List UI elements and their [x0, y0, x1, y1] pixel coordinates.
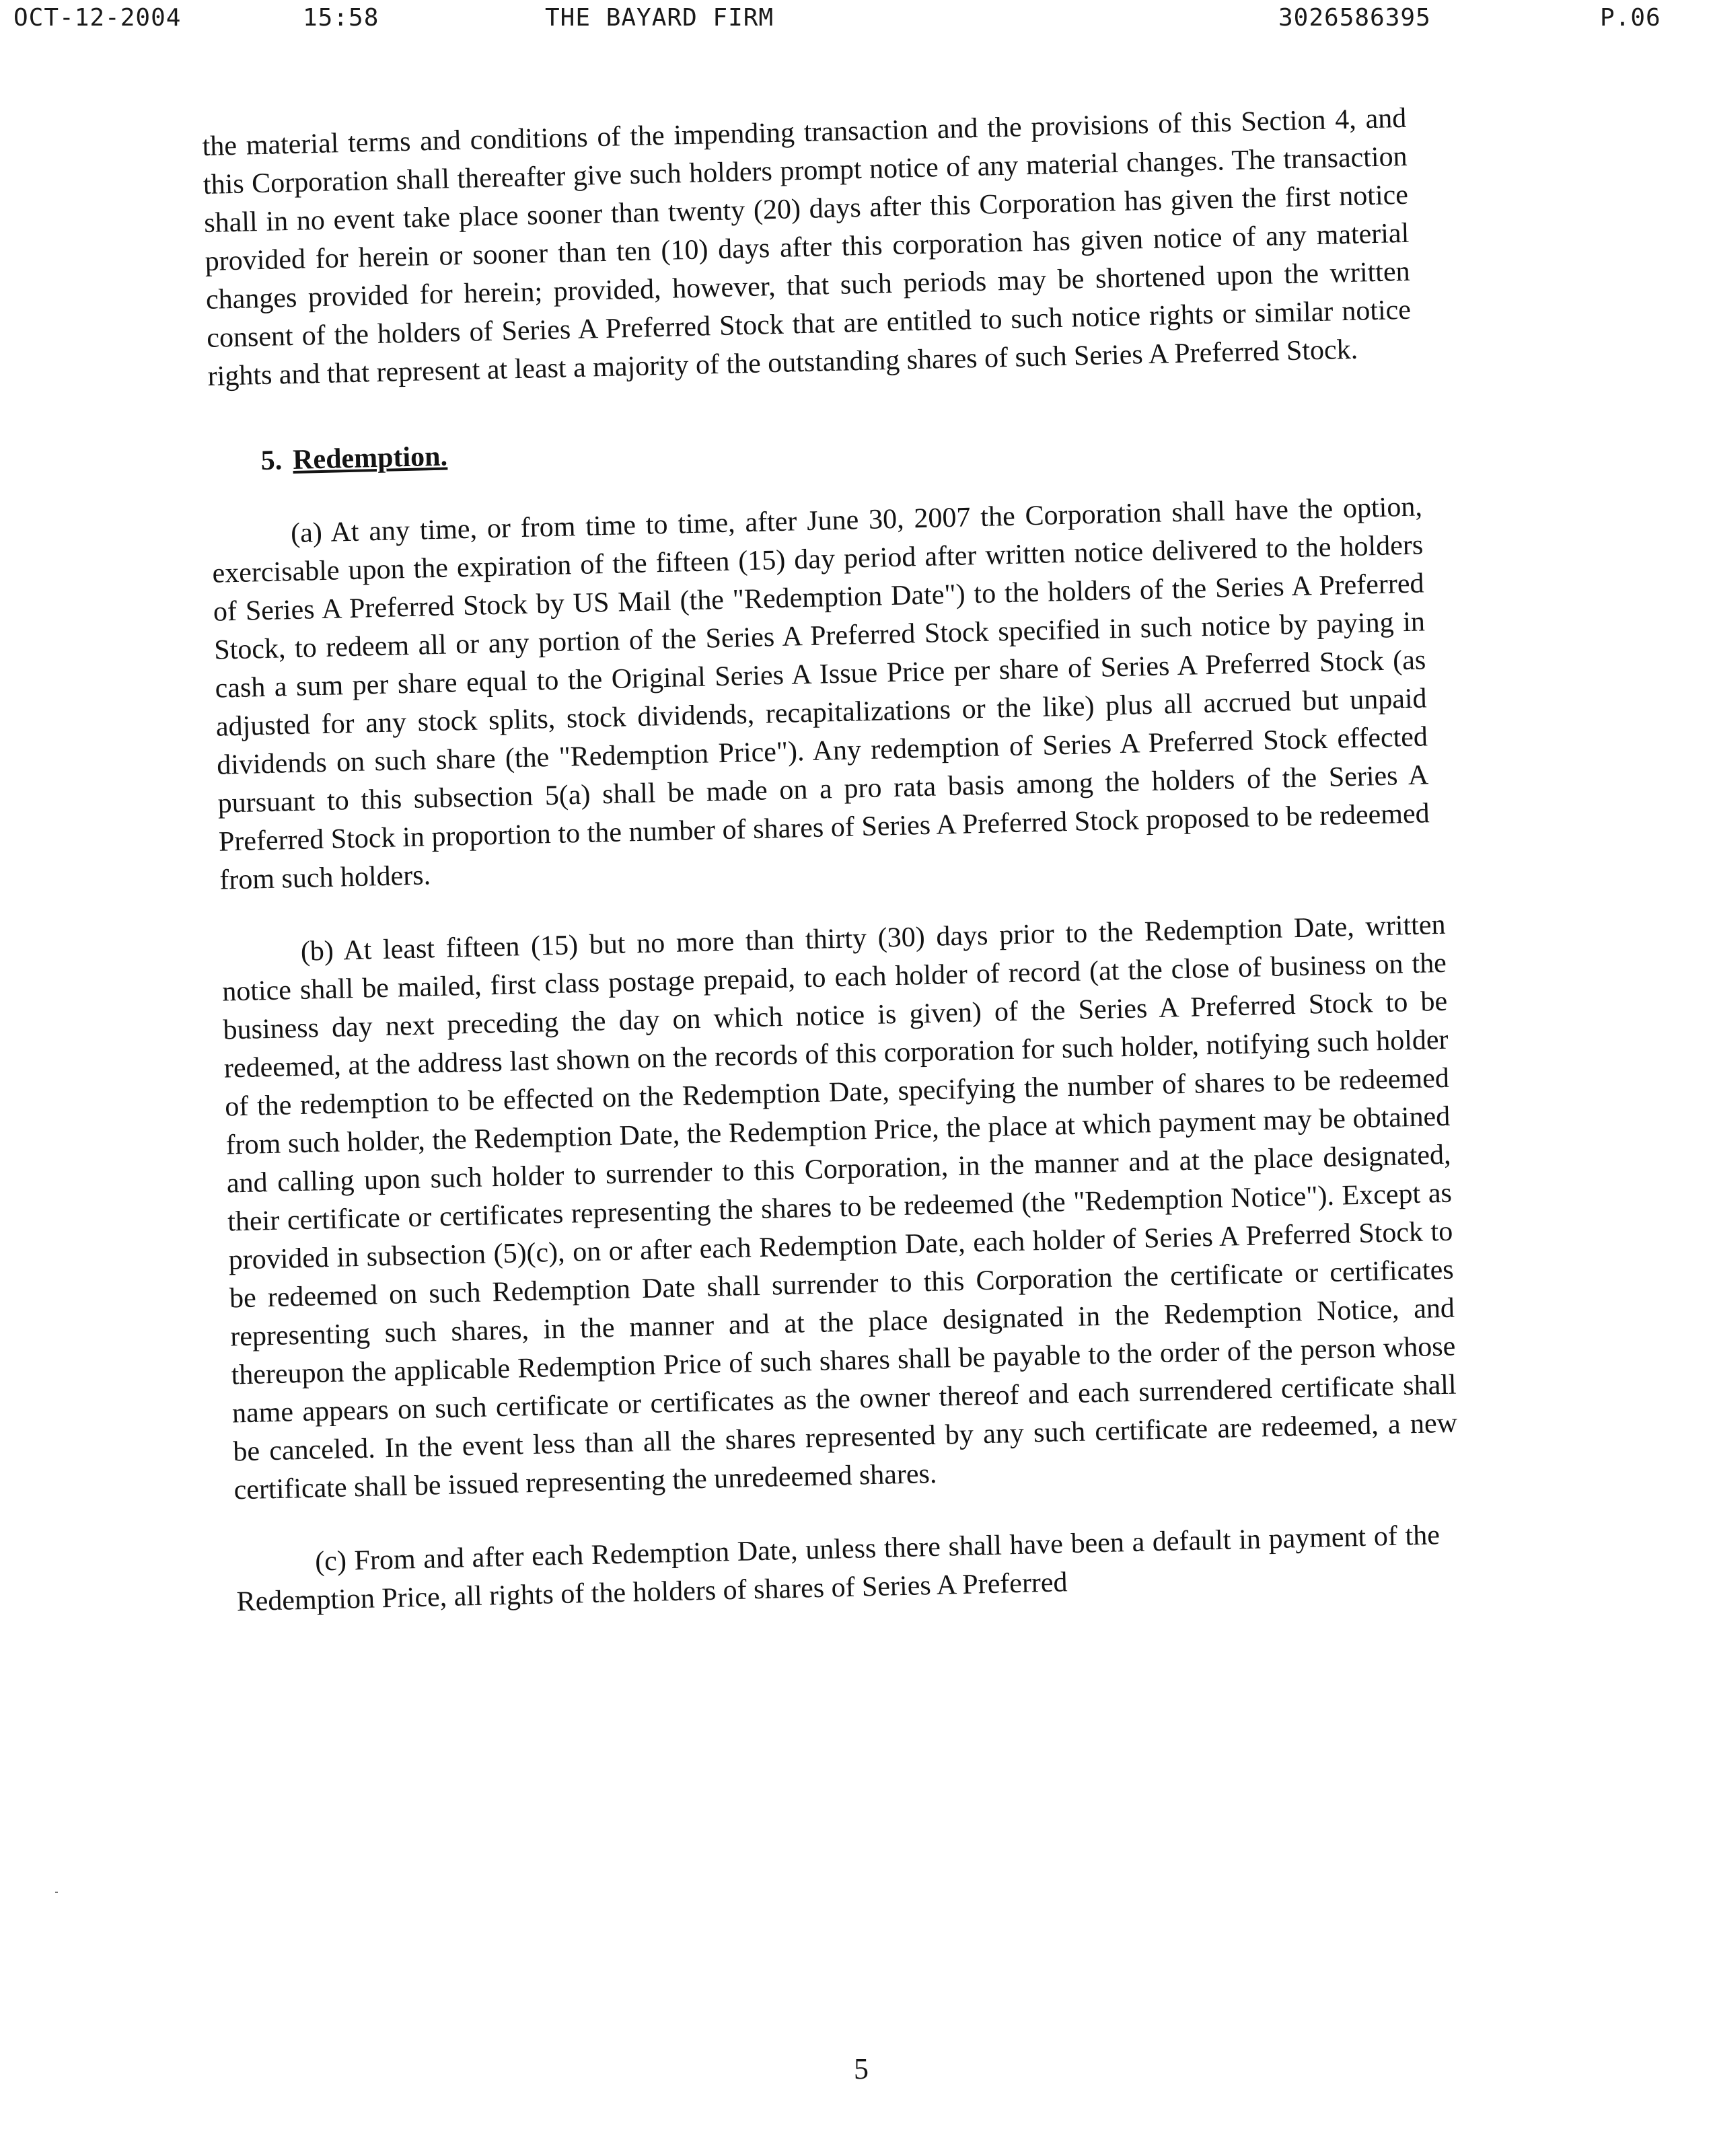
- scan-speck: [55, 1892, 58, 1893]
- fax-time: 15:58: [303, 4, 379, 32]
- fax-page-indicator: P.06: [1600, 4, 1661, 32]
- fax-phone-number: 3026586395: [1278, 4, 1431, 32]
- fax-sender: THE BAYARD FIRM: [545, 4, 774, 32]
- paragraph-a: (a) At any time, or from time to time, after June 30, 2007 the Corporation shall have the option, exercisable upon the expiration of the fifteen (15) day period after written notice delivered to the holders of Series A Preferred Stock by US Mail (the "Redemption Date") to the holders of the Series A Preferred Stock, to redeem all or any portion of the Series A Preferred Stock specified in such notice by paying in cash a sum per share equal to the Original Series A Issue Price per share of Series A Preferred Stock (as adjusted for any stock splits, stock dividends, recapitalizations or the like) plus all accrued but unpaid dividends on such share (the "Redemption Price"). Any redemption of Series A Preferred Stock effected pursuant to this subsection 5(a) shall be made on a pro rata basis among the holders of the Series A Preferred Stock in proportion to the number of shares of Series A Preferred Stock proposed to be redeemed from such holders.: [212, 491, 1430, 896]
- fax-date: OCT-12-2004: [13, 4, 182, 32]
- paragraph-c: (c) From and after each Redemption Date, unless there shall have been a default in payment of the Redemption Price, all rights of the holders of shares of Series A Preferred: [236, 1520, 1441, 1618]
- paragraph-b: (b) At least fifteen (15) but no more than thirty (30) days prior to the Redemption Date, written notice shall be mailed, first class postage prepaid, to each holder of record (at the close of business on the business day next preceding the day on which notice is given) of the Series A Preferred Stock to be redeemed, at the address last shown on the records of this corporation for such holder, notifying such holder of the redemption to be effected on the Redemption Date, specifying the number of shares to be redeemed from such holder, the Redemption Date, the Redemption Price, the place at which payment may be obtained and calling upon such holder to surrender to this Corporation, in the manner and at the place designated, their certificate or certificates representing the shares to be redeemed (the "Redemption Notice"). Except as provided in subsection (5)(c), on or after each Redemption Date, each holder of Series A Preferred Stock to be redeemed on such Redemption Date shall surrender to this Corporation the certificate or certificates representing such shares, in the manner and at the place designated in the Redemption Notice, and thereupon the applicable Redemption Price of such shares shall be payable to the order of the person whose name appears on such certificate or certificates as the owner thereof and each surrendered certificate shall be canceled. In the event less than all the shares represented by any such certificate are redeemed, a new certificate shall be issued representing the unredeemed shares.: [221, 909, 1458, 1506]
- document-page: [202, 98, 1510, 2011]
- section-title: Redemption.: [292, 441, 448, 476]
- fax-transmission-header: [0, 4, 1713, 38]
- section-number: 5.: [260, 445, 283, 477]
- continuation-paragraph: the material terms and conditions of the impending transaction and the provisions of this Section 4, and this Corporation shall thereafter give such holders prompt notice of any material changes. The transaction shall in no event take place sooner than twenty (20) days after this Corporation has given the first notice provided for herein or sooner than ten (10) days after this corporation has given notice of any material changes provided for herein; provided, however, that such periods may be shortened upon the written consent of the holders of Series A Preferred Stock that are entitled to such notice rights or similar notice rights and that represent at least a majority of the outstanding shares of such Series A Preferred Stock.: [202, 102, 1412, 392]
- page-number: 5: [854, 2052, 869, 2085]
